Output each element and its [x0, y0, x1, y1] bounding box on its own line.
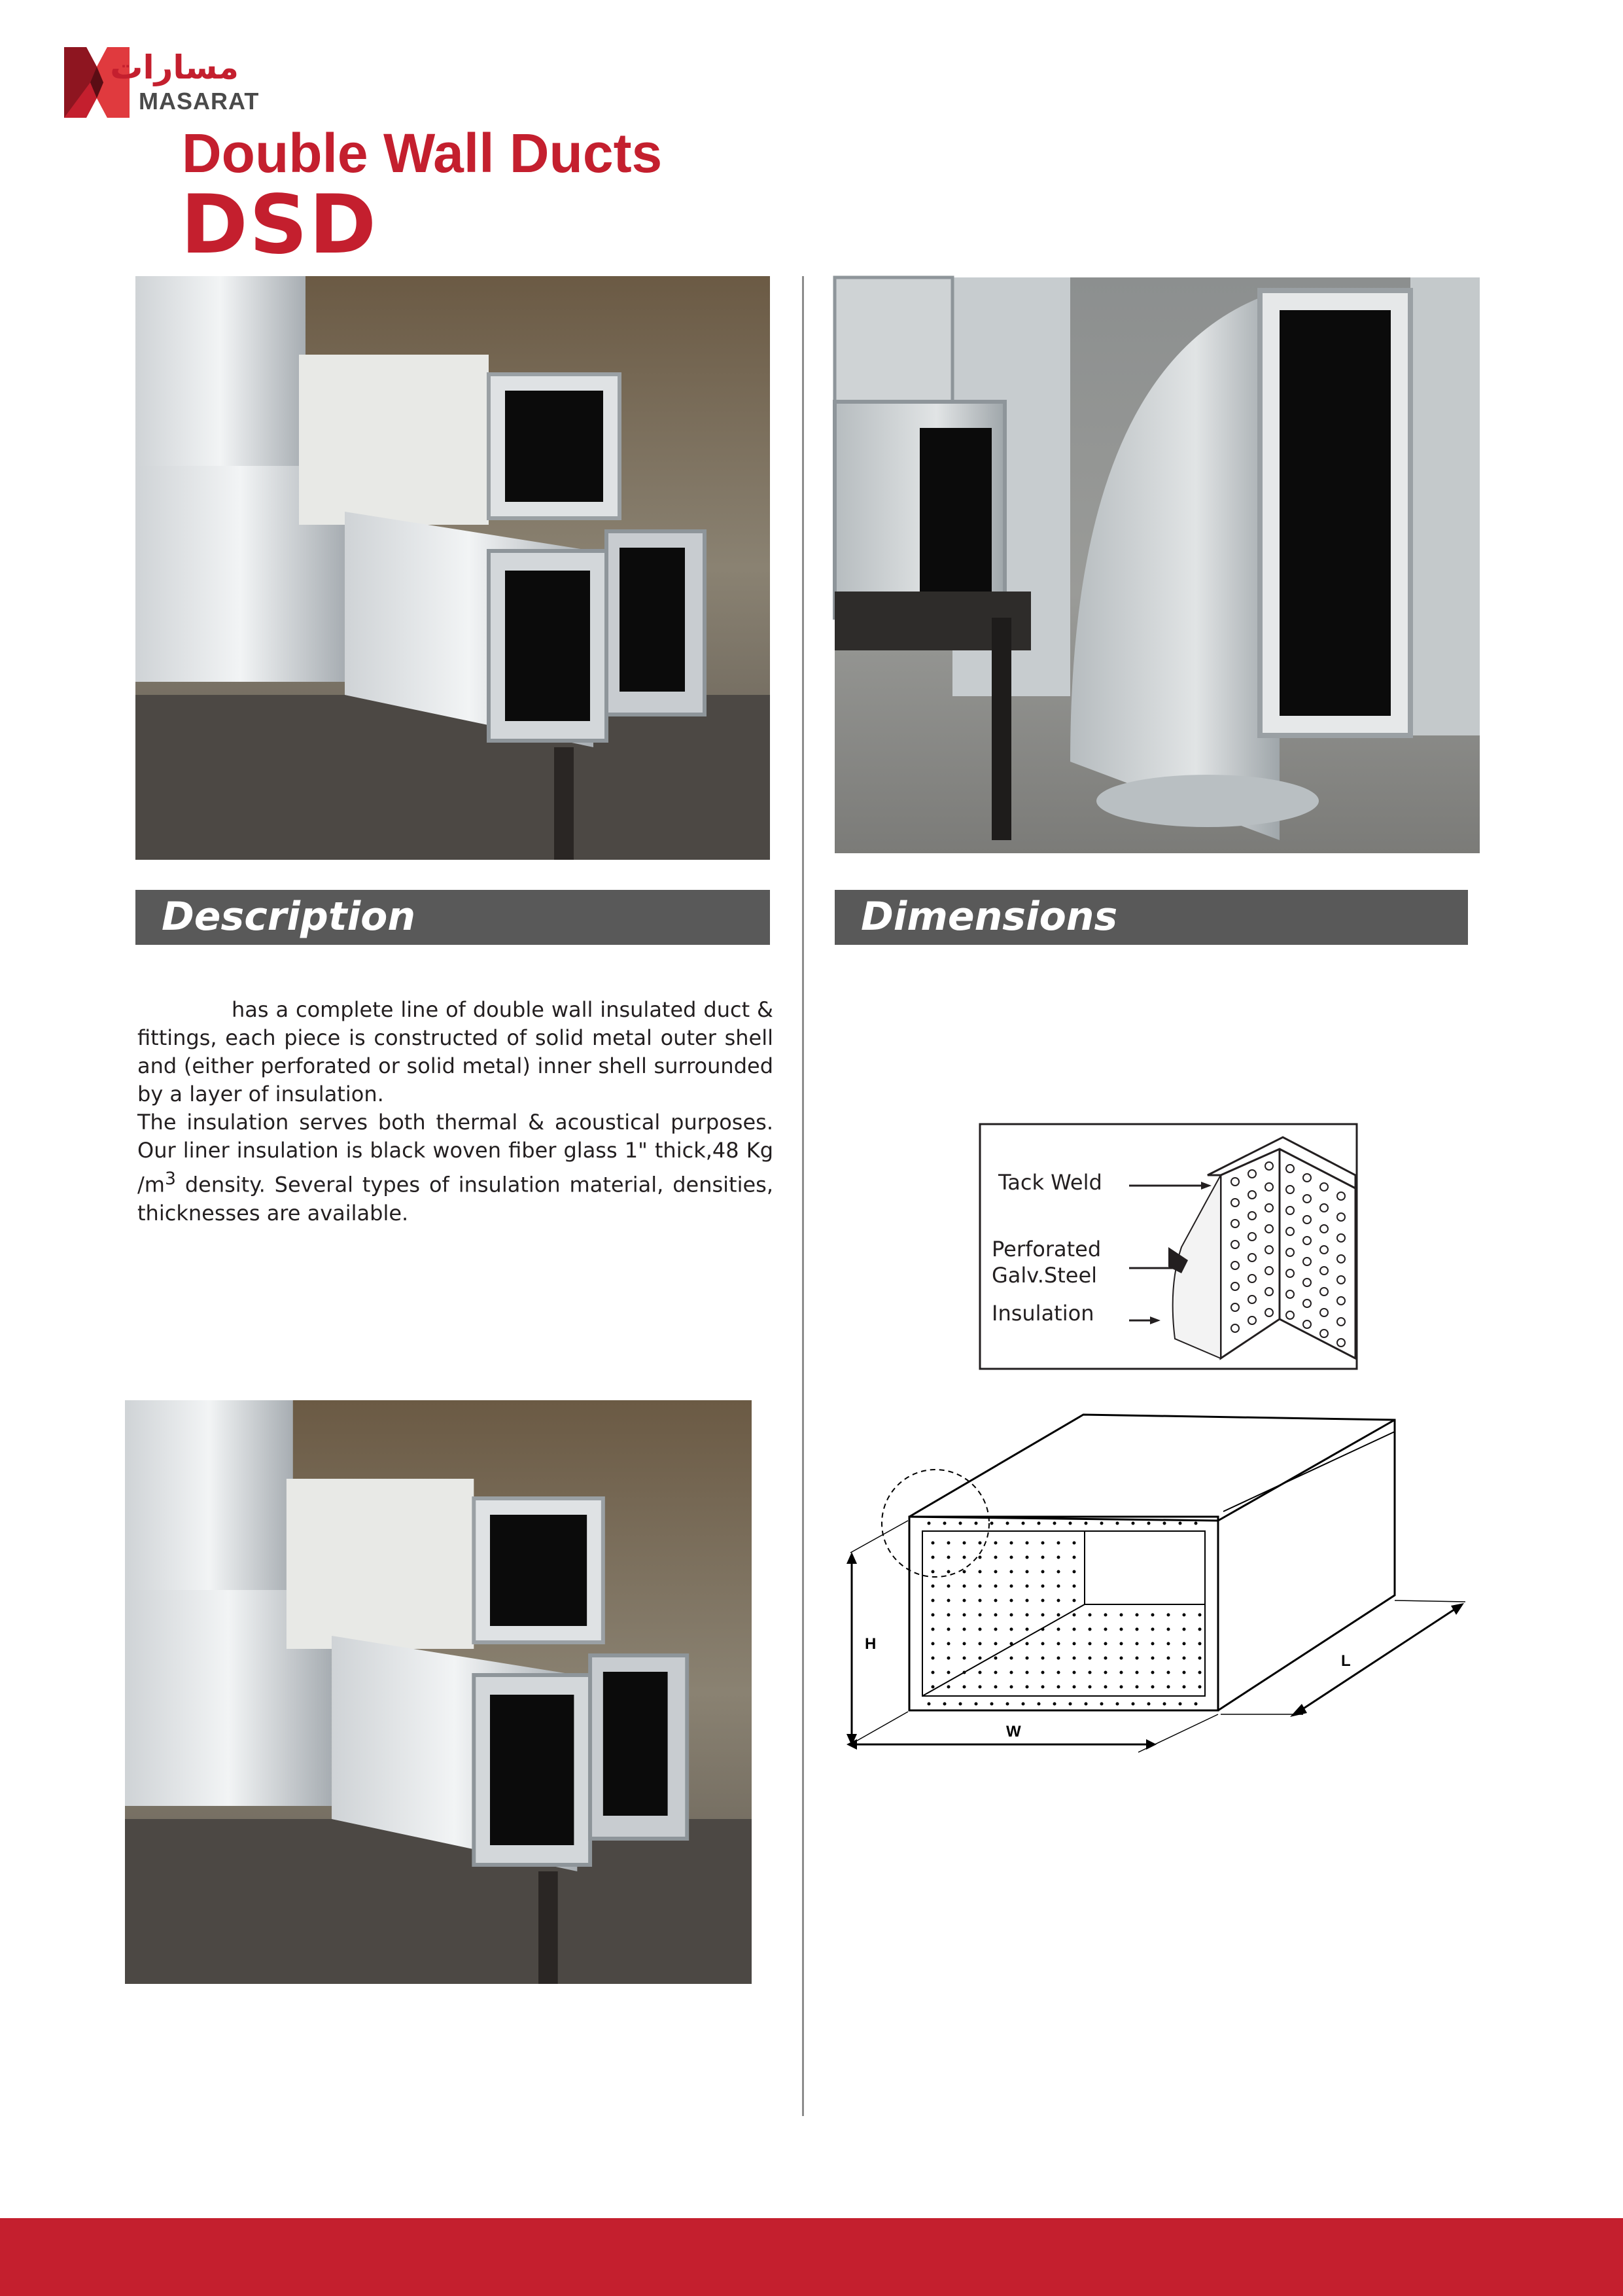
- perforated-label-line2: Galv.Steel: [992, 1263, 1098, 1288]
- masarat-arabic-wordmark: [110, 47, 242, 89]
- description-heading: Description: [162, 894, 416, 940]
- description-section-bar: [135, 890, 770, 945]
- double-wall-elbow-photo: [835, 277, 1480, 853]
- product-code: DSD: [181, 178, 378, 272]
- perforated-label-line1: Perforated: [992, 1237, 1102, 1262]
- dimensions-heading: Dimensions: [861, 894, 1118, 940]
- description-paragraph-1: has a complete line of double wall insulated duct & fittings, each piece is constructed of solid metal outer shell and (either perforated or solid metal) inner shell surrounded by a layer of insulation.: [137, 997, 773, 1106]
- description-body: [137, 996, 773, 1227]
- insulation-detail-diagram: [979, 1123, 1358, 1370]
- height-label: H: [865, 1635, 877, 1653]
- tack-weld-label: Tack Weld: [998, 1170, 1102, 1195]
- double-wall-ducts-photo: [125, 1400, 752, 1984]
- duct-dimensions-diagram: [831, 1412, 1478, 1759]
- column-divider: [802, 276, 804, 2116]
- length-label: L: [1341, 1652, 1351, 1670]
- product-title: Double Wall Ducts: [182, 122, 663, 184]
- svg-text:مسارات: مسارات: [110, 48, 239, 86]
- masarat-english-wordmark: MASARAT: [139, 88, 260, 115]
- footer-band: [0, 2218, 1623, 2296]
- width-label: W: [1006, 1723, 1021, 1740]
- dimensions-section-bar: [835, 890, 1468, 945]
- description-paragraph-2: The insulation serves both thermal & acoustical purposes. Our liner insulation is black woven fiber glass 1" thick,48 Kg $/m^3$ density. Several types of insulation material, densities, thicknesses are available.: [137, 1110, 773, 1226]
- insulation-label: Insulation: [992, 1301, 1094, 1326]
- double-wall-ducts-photo: [135, 276, 770, 860]
